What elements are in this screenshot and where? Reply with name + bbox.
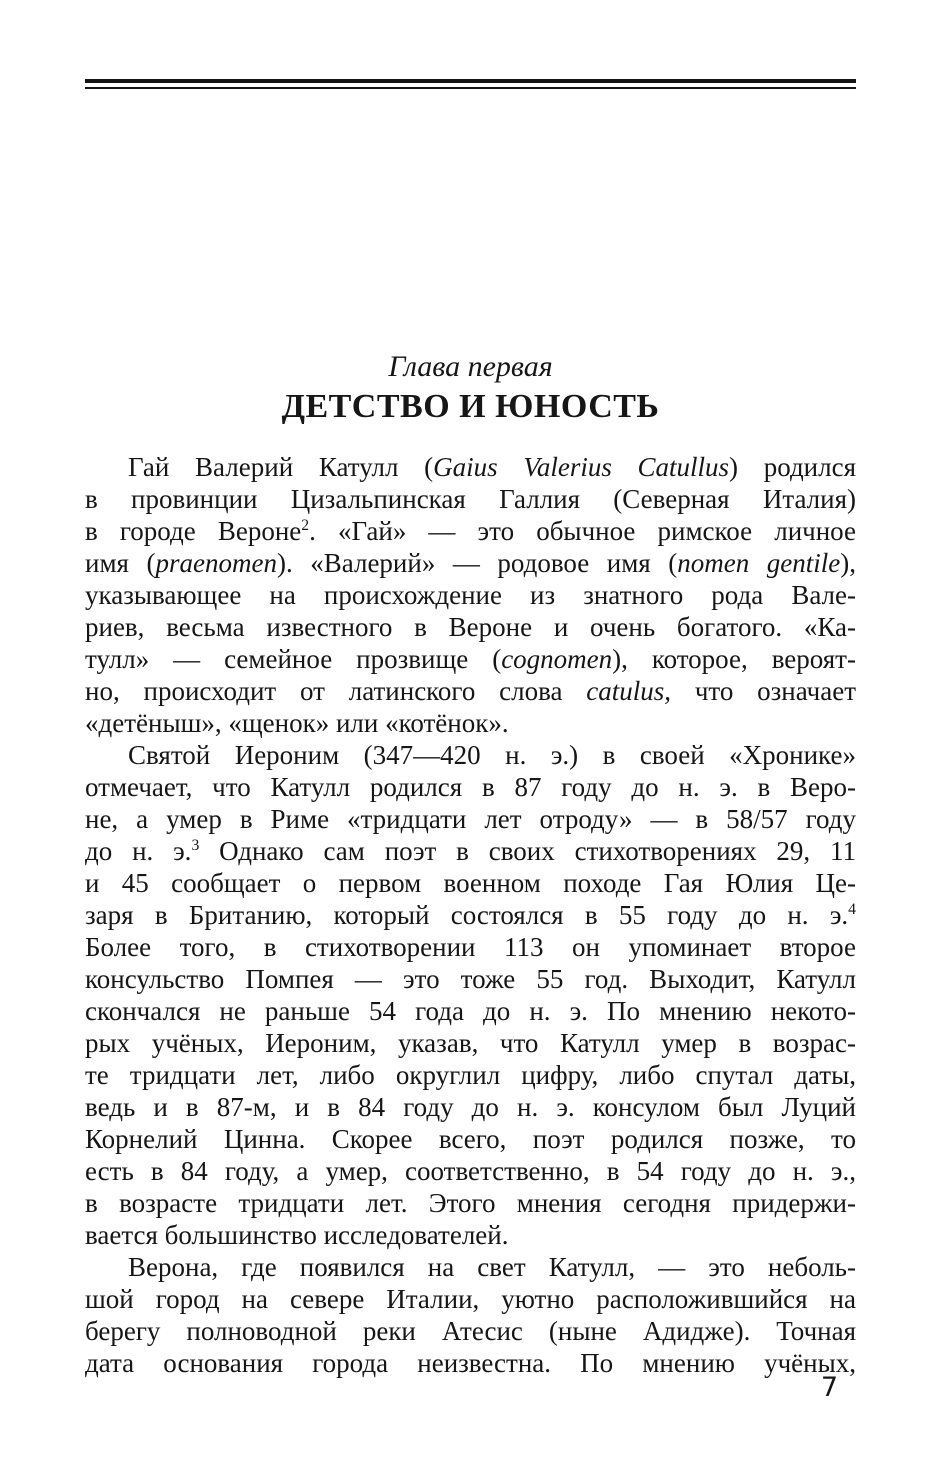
body-text	[85, 451, 856, 1379]
text-line: Верона, где появился на свет Катулл, — это неболь-	[128, 1252, 856, 1282]
text-line: Более того, в стихотворении 113 он упоминает второе	[85, 932, 856, 962]
page-number	[85, 1372, 856, 1404]
page-number-value: 7	[820, 1372, 838, 1403]
text-line: дата основания города неизвестна. По мнению учёных,	[85, 1348, 856, 1378]
text-line: шой город на севере Италии, уютно расположившийся на	[85, 1284, 856, 1314]
chapter-heading	[85, 349, 856, 427]
text-line: но, происходит от латинского слова catulus, что означает	[85, 676, 856, 706]
text-line: консульство Помпея — это тоже 55 год. Выходит, Катулл	[85, 964, 856, 994]
text-line: «детёныш», «щенок» или «котёнок».	[85, 708, 509, 738]
text-line: в городе Вероне$^2$. «Гай» — это обычное римское личное	[85, 516, 856, 546]
text-line: скончался не раньше 54 года до н. э. По мнению некото-	[85, 996, 856, 1026]
text-line: до н. э.$^3$ Однако сам поэт в своих стихотворениях 29, 11	[85, 836, 856, 866]
text-line: имя (praenomen). «Валерий» — родовое имя (nomen gentile),	[85, 548, 856, 578]
double-rule	[85, 79, 856, 89]
text-line: есть в 84 году, а умер, соответственно, в 54 году до н. э.,	[85, 1156, 856, 1186]
text-line: в провинции Цизальпинская Галлия (Северная Италия)	[85, 484, 856, 514]
text-line: и 45 сообщает о первом военном походе Гая Юлия Це-	[85, 868, 856, 898]
text-line: вается большинство исследователей.	[85, 1220, 509, 1250]
text-line: отмечает, что Катулл родился в 87 году до н. э. в Веро-	[85, 772, 856, 802]
text-line: указывающее на происхождение из знатного рода Вале-	[85, 580, 856, 610]
text-line: Гай Валерий Катулл (Gaius Valerius Catullus) родился	[128, 452, 857, 482]
text-line: Корнелий Цинна. Скорее всего, поэт родился позже, то	[85, 1124, 856, 1154]
text-line: рых учёных, Иероним, указав, что Катулл умер в возрас-	[85, 1028, 856, 1058]
text-line: заря в Британию, который состоялся в 55 году до н. э.$^4$	[85, 900, 856, 930]
text-line: те тридцати лет, либо округлил цифру, либо спутал даты,	[85, 1060, 856, 1090]
text-line: тулл» — семейное прозвище (cognomen), которое, вероят-	[85, 644, 856, 674]
chapter-title: ДЕТСТВО И ЮНОСТЬ	[281, 388, 660, 425]
text-line: риев, весьма известного в Вероне и очень богатого. «Ка-	[85, 612, 856, 642]
text-line: не, а умер в Риме «тридцати лет отроду» — в 58/57 году	[85, 804, 856, 834]
text-line: ведь и в 87-м, и в 84 году до н. э. консулом был Луций	[85, 1092, 856, 1122]
text-line: Святой Иероним (347—420 н. э.) в своей «Хронике»	[128, 740, 856, 770]
chapter-label: Глава первая	[388, 350, 553, 383]
text-line: берегу полноводной реки Атесис (ныне Адидже). Точная	[85, 1316, 856, 1346]
text-line: в возрасте тридцати лет. Этого мнения сегодня придержи-	[85, 1188, 856, 1218]
